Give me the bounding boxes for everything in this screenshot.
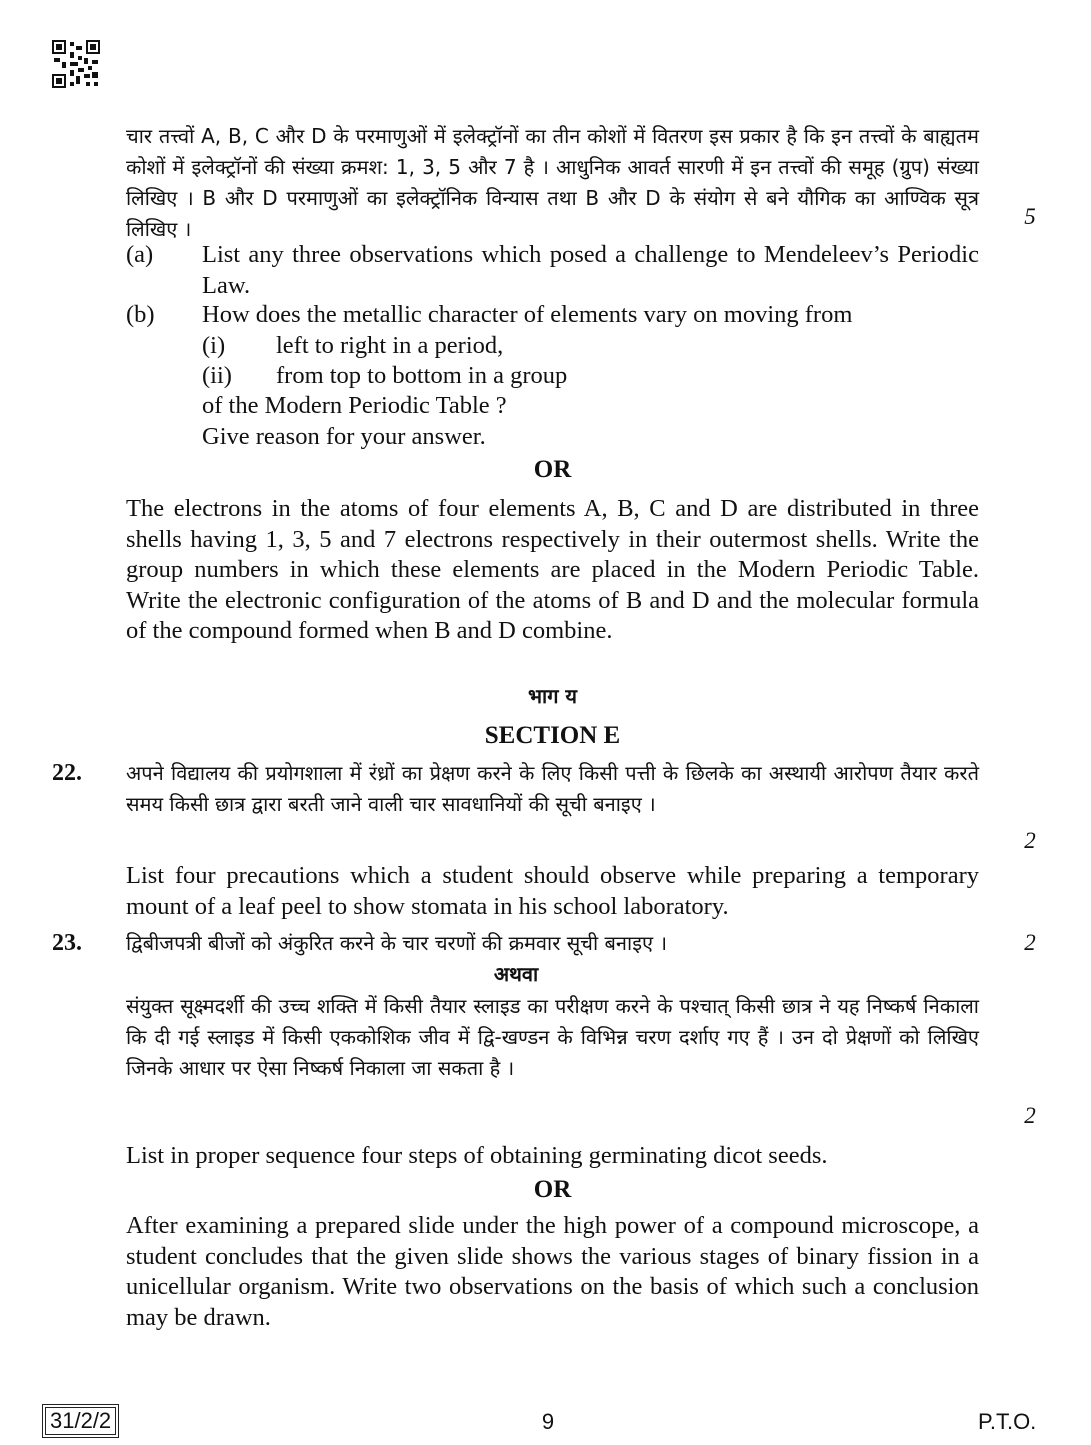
q23-marks: 2 (1024, 930, 1036, 955)
q22-number: 22. (52, 760, 82, 786)
section-english-heading: SECTION E (484, 722, 621, 749)
q23-english-or-text: After examining a prepared slide under the high power of a compound microscope, a student concludes that the given slide shows the various stages of binary fission in a unicellular organism. Write two observations on the basis of which such a conclusion may be drawn. (126, 1212, 979, 1331)
q21-b-text: How does the metallic character of elements vary on moving from (202, 301, 853, 328)
q21-b-i-label: (i) (202, 332, 226, 359)
page-number: 9 (541, 1409, 555, 1434)
q21-b-i-text: left to right in a period, (276, 332, 504, 359)
q22-english-text: List four precautions which a student should observe while preparing a temporary mount of a leaf peel to show stomata in his school laboratory. (126, 862, 979, 920)
q21-or-english-text: The electrons in the atoms of four elements A, B, C and D are distributed in three shells having 1, 3, 5 and 7 electrons respectively in their outermost shells. Write the group numbers in which these elements are placed in the Modern Periodic Table. Write the electronic configuration of the atoms of B and D and the molecular formula of the compound formed when B and D combine. (126, 495, 979, 644)
q22-marks: 2 (1024, 828, 1036, 853)
or-heading-2: OR (533, 1176, 572, 1203)
qr-code-icon (52, 40, 100, 88)
q21-b-ii-label: (ii) (202, 362, 232, 389)
section-hindi-heading: भाग य (527, 684, 578, 708)
q23-english-text: List in proper sequence four steps of obtaining germinating dicot seeds. (126, 1142, 828, 1169)
athva-heading: अथवा (493, 962, 539, 986)
q21-hindi-text: चार तत्त्वों A, B, C और D के परमाणुओं में इलेक्ट्रॉनों का तीन कोशों में वितरण इस प्रकार है कि इन तत्त्वों के बाह्यतम कोशों में इलेक्ट्रॉनों की संख्या क्रमश: 1, 3, 5 और 7 है । आधुनिक आवर्त सारणी में इन तत्त्वों की समूह (ग्रुप) संख्या लिखिए । B और D परमाणुओं का इलेक्ट्रॉनिक विन्यास तथा B और D के संयोग से बने यौगिक का आण्विक सूत्र लिखिए । (126, 124, 979, 241)
q23-or-marks: 2 (1024, 1103, 1036, 1128)
q21-marks: 5 (1024, 204, 1036, 229)
paper-code: 31/2/2 (45, 1407, 116, 1435)
q21-b-tail2: Give reason for your answer. (202, 423, 486, 450)
pto-label: P.T.O. (978, 1409, 1037, 1434)
q21-a-text: List any three observations which posed a challenge to Mendeleev’s Periodic Law. (202, 241, 979, 299)
q21-b-ii-text: from top to bottom in a group (276, 362, 568, 389)
q23-hindi-or-text: संयुक्त सूक्ष्मदर्शी की उच्च शक्ति में किसी तैयार स्लाइड का परीक्षण करने के पश्चात् किसी छात्र ने यह निष्कर्ष निकाला कि दी गई स्लाइड में किसी एककोशिक जीव में द्वि-खण्डन के विभिन्न चरण दर्शाए गए हैं । उन दो प्रेक्षणों को लिखिए जिनके आधार पर ऐसा निष्कर्ष निकाला जा सकता है । (126, 994, 979, 1080)
q21-b-tail1: of the Modern Periodic Table ? (202, 392, 507, 419)
q22-hindi-text: अपने विद्यालय की प्रयोगशाला में रंध्रों का प्रेक्षण करने के लिए किसी पत्ती के छिलके का अस्थायी आरोपण तैयार करते समय किसी छात्र द्वारा बरती जाने वाली चार सावधानियों की सूची बनाइए । (126, 761, 979, 816)
q21-a-label: (a) (126, 241, 154, 268)
q23-hindi-text: द्विबीजपत्री बीजों को अंकुरित करने के चार चरणों की क्रमवार सूची बनाइए । (126, 931, 668, 955)
or-heading: OR (533, 456, 572, 483)
q23-number: 23. (52, 930, 82, 956)
q21-b-label: (b) (126, 301, 155, 328)
